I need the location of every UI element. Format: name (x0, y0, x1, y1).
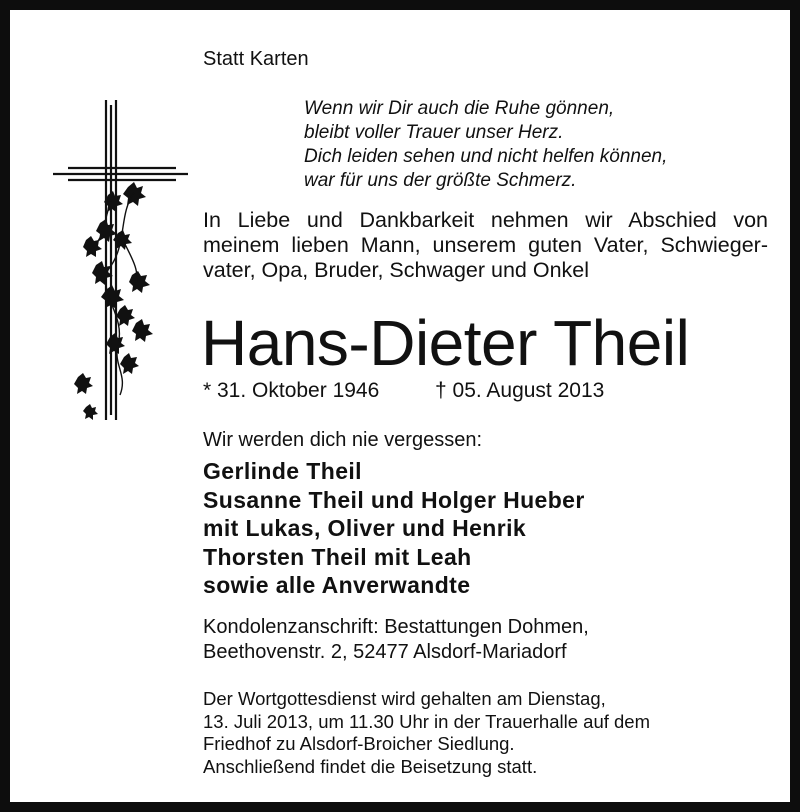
service-line: 13. Juli 2013, um 11.30 Uhr in der Trauerhalle auf dem (203, 710, 650, 732)
family-line: mit Lukas, Oliver und Henrik (203, 515, 527, 541)
poem-line: Dich leiden sehen und nicht helfen können, (304, 146, 668, 167)
intro-line: vater, Opa, Bruder, Schwager und Onkel (203, 258, 590, 282)
deceased-name: Hans-Dieter Theil (201, 307, 690, 379)
service-line: Der Wortgottesdienst wird gehalten am Dienstag, (203, 688, 606, 709)
service-info (203, 688, 650, 778)
family-list (203, 457, 585, 600)
intro-line: In Liebe und Dankbarkeit nehmen wir Abschied von (203, 208, 768, 232)
notice-header: Statt Karten (203, 48, 309, 70)
poem-line: bleibt voller Trauer unser Herz. (304, 122, 564, 143)
service-line: Friedhof zu Alsdorf-Broicher Siedlung. (203, 733, 515, 754)
never-forget-line: Wir werden dich nie vergessen: (203, 429, 483, 451)
intro-line: meinem lieben Mann, unserem guten Vater, Schwieger- (203, 233, 768, 257)
family-line: Gerlinde Theil (203, 458, 362, 484)
address-line: Beethovenstr. 2, 52477 Alsdorf-Mariadorf (203, 640, 567, 663)
family-line: Thorsten Theil mit Leah (203, 543, 472, 570)
birth-date: * 31. Oktober 1946 (203, 379, 380, 402)
poem-line: Wenn wir Dir auch die Ruhe gönnen, (304, 98, 615, 119)
poem-line: war für uns der größte Schmerz. (304, 170, 577, 191)
death-date: † 05. August 2013 (435, 379, 605, 402)
cross-with-ivy-icon (48, 95, 188, 425)
address-line: Kondolenzanschrift: Bestattungen Dohmen, (203, 616, 589, 638)
family-line: sowie alle Anverwandte (203, 572, 471, 598)
intro-text (203, 208, 768, 283)
poem (304, 97, 667, 193)
service-line: Anschließend findet die Beisetzung statt. (203, 755, 538, 777)
family-line: Susanne Theil und Holger Hueber (203, 486, 585, 513)
condolence-address (203, 615, 589, 664)
